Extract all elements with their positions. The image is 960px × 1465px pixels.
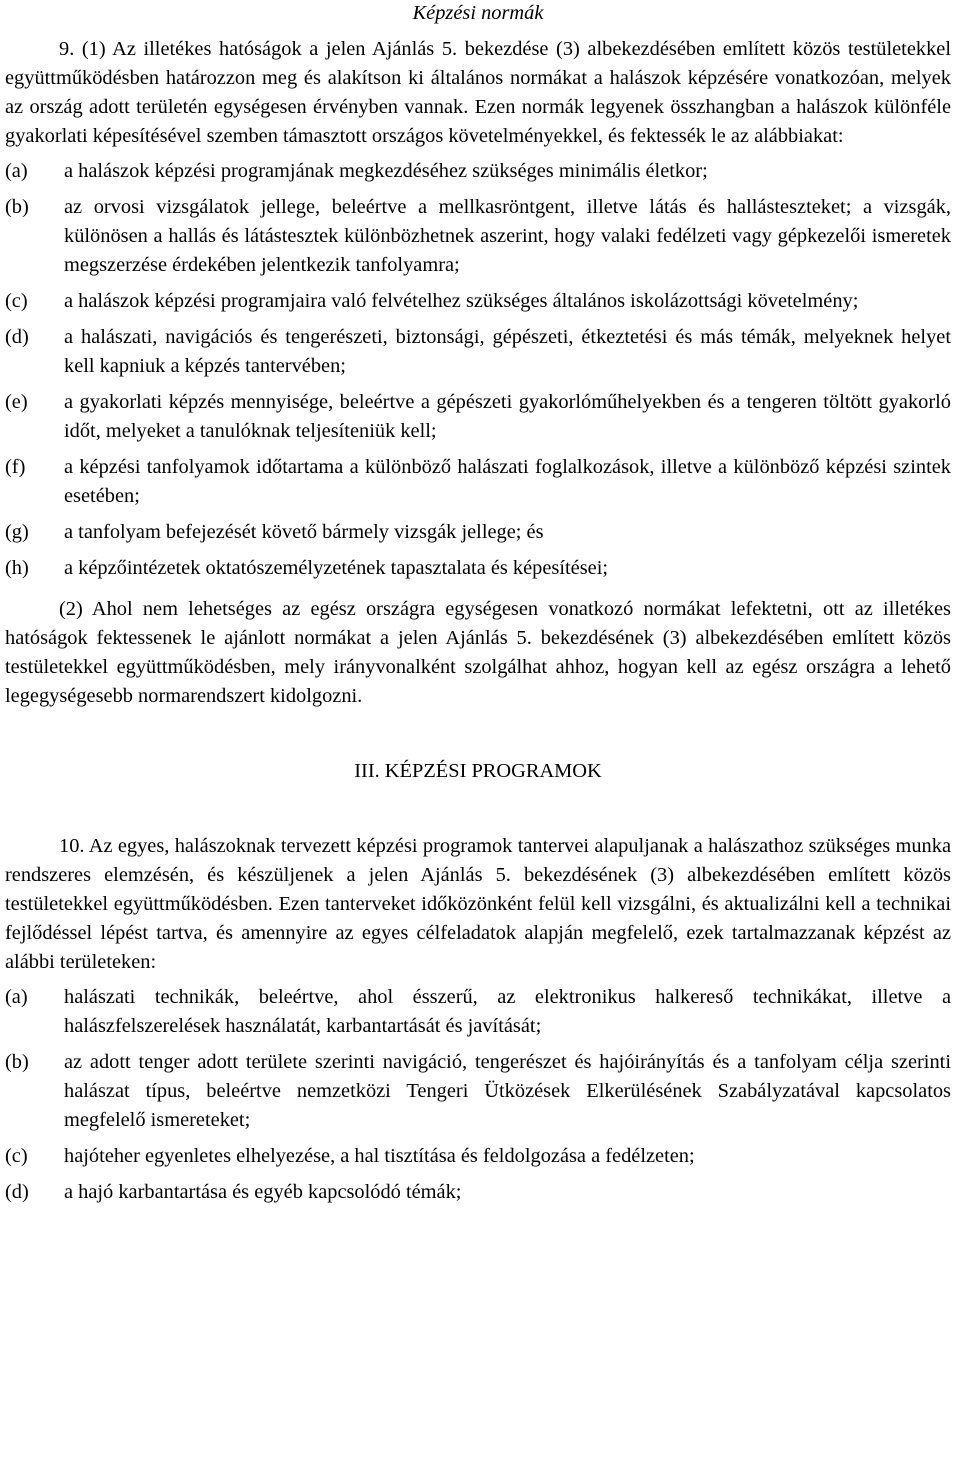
item-text: az adott tenger adott területe szerinti navigáció, tengerészet és hajóirányítás és a tanfolyam célja szerinti halászat típus, beleértve nemzetközi Tengeri Ütközések Elkerülésének Szabályzatával kapcsolatos megfelelő ismereteket; xyxy=(64,1051,951,1131)
item-label: (d) xyxy=(5,326,29,348)
item-text: a képzési tanfolyamok időtartama a különböző halászati foglalkozások, illetve a különböző képzési szintek esetében; xyxy=(64,456,951,507)
section-heading: Képzési normák xyxy=(412,2,544,24)
list-9 xyxy=(5,157,951,583)
paragraph-9-2: (2) Ahol nem lehetséges az egész országra egységesen vonatkozó normákat lefektetni, ott az illetékes hatóságok fektessenek le ajánlott normákat a jelen Ajánlás 5. bekezdésének (3) albekezdésében említett közös testületekkel együttműködésben, mely irányvonalként szolgálhat ahhoz, hogyan kell az egész országra a lehető legegységesebb normarendszert kidolgozni. xyxy=(5,598,951,707)
list-item xyxy=(5,1142,951,1171)
list-item xyxy=(5,193,951,280)
list-10 xyxy=(5,983,951,1207)
list-item xyxy=(5,157,951,186)
list-item xyxy=(5,554,951,583)
list-item xyxy=(5,453,951,511)
list-item xyxy=(5,1048,951,1135)
item-text: a tanfolyam befejezését követő bármely vizsgák jellege; és xyxy=(64,521,544,543)
item-label: (f) xyxy=(5,456,26,478)
item-text: halászati technikák, beleértve, ahol ésszerű, az elektronikus halkereső technikákat, illetve a halászfelszerelések használatát, karbantartását és javítását; xyxy=(64,986,951,1037)
item-text: a képzőintézetek oktatószemélyzetének tapasztalata és képesítései; xyxy=(64,557,609,579)
document-page xyxy=(5,0,951,1207)
paragraph-9: 9. (1) Az illetékes hatóságok a jelen Ajánlás 5. bekezdése (3) albekezdésében említett közös testületekkel együttműködésben határozzon meg és alakítson ki általános normákat a halászok képzésére vonatkozóan, melyek az ország adott területén egységesen érvényben vannak. Ezen normák legyenek összhangban a halászok különféle gyakorlati képesítésével szemben támasztott országos követelményekkel, és fektessék le az alábbiakat: xyxy=(5,38,951,147)
list-item xyxy=(5,518,951,547)
item-text: az orvosi vizsgálatok jellege, beleértve a mellkasröntgent, illetve látás és hallásteszteket; a vizsgák, különösen a hallás és látástesztek különbözhetnek aszerint, hogy valaki fedélzeti vagy gépkezelői ismeretek megszerzése érdekében jelentkezik tanfolyamra; xyxy=(64,196,951,276)
item-label: (c) xyxy=(5,290,28,312)
item-text: a halászok képzési programjaira való felvételhez szükséges általános iskolázottsági követelmény; xyxy=(64,290,859,312)
item-text: a halászati, navigációs és tengerészeti, biztonsági, gépészeti, étkeztetési és más témák, melyeknek helyet kell kapniuk a képzés tantervében; xyxy=(64,326,951,377)
list-item xyxy=(5,287,951,316)
item-label: (a) xyxy=(5,160,28,182)
list-item xyxy=(5,1178,951,1207)
item-text: a halászok képzési programjának megkezdéséhez szükséges minimális életkor; xyxy=(64,160,708,182)
paragraph-10: 10. Az egyes, halászoknak tervezett képzési programok tantervei alapuljanak a halászathoz szükséges munka rendszeres elemzésén, és készüljenek a jelen Ajánlás 5. bekezdésének (3) albekezdésében említett közös testületekkel együttműködésben. Ezen tanterveket időközönként felül kell vizsgálni, és aktualizálni kell a technikai fejlődéssel lépést tartva, és amennyire az egyes célfeladatok alapján megfelelő, ezek tartalmazzanak képzést az alábbi területeken: xyxy=(5,835,951,973)
item-text: a hajó karbantartása és egyéb kapcsolódó témák; xyxy=(64,1181,462,1203)
item-label: (h) xyxy=(5,557,29,579)
item-label: (g) xyxy=(5,521,29,543)
item-text: hajóteher egyenletes elhelyezése, a hal tisztítása és feldolgozása a fedélzeten; xyxy=(64,1145,695,1167)
item-label: (b) xyxy=(5,196,29,218)
item-label: (d) xyxy=(5,1181,29,1203)
list-item xyxy=(5,388,951,446)
item-label: (a) xyxy=(5,986,28,1008)
item-label: (c) xyxy=(5,1145,28,1167)
item-label: (b) xyxy=(5,1051,29,1073)
list-item xyxy=(5,323,951,381)
item-text: a gyakorlati képzés mennyisége, beleértve a gépészeti gyakorlóműhelyekben és a tengeren töltött gyakorló időt, melyeket a tanulóknak teljesíteniük kell; xyxy=(64,391,951,442)
item-label: (e) xyxy=(5,391,28,413)
list-item xyxy=(5,983,951,1041)
chapter-title: III. KÉPZÉSI PROGRAMOK xyxy=(354,760,602,782)
